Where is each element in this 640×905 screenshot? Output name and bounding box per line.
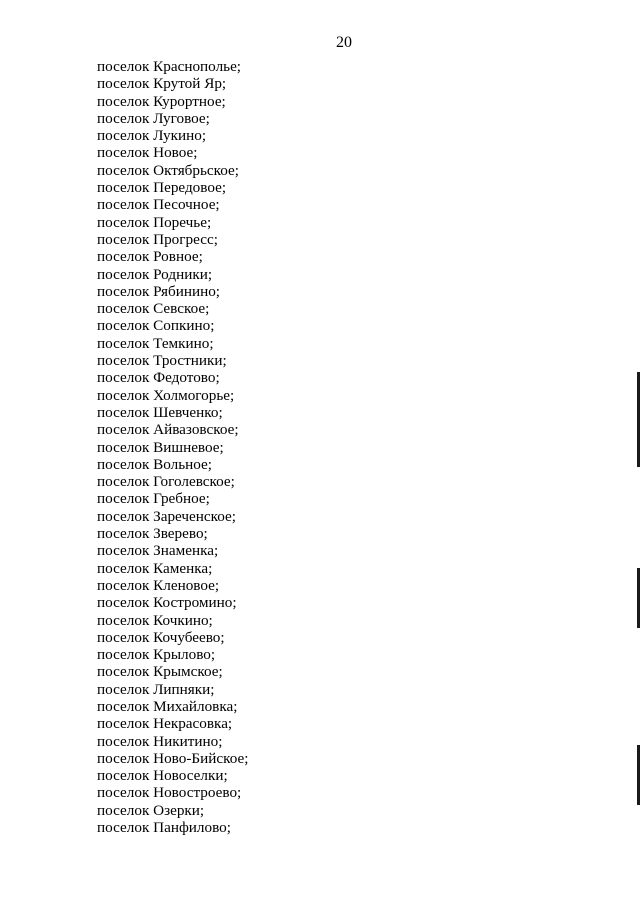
- settlement-item: поселок Некрасовка;: [97, 715, 233, 733]
- settlement-item: поселок Панфилово;: [97, 819, 231, 837]
- settlement-item: поселок Озерки;: [97, 801, 205, 819]
- settlement-item: поселок Айвазовское;: [97, 421, 239, 439]
- settlement-item: поселок Поречье;: [97, 213, 212, 231]
- settlement-item: поселок Кочкино;: [97, 611, 213, 629]
- settlement-item: поселок Никитино;: [97, 732, 223, 750]
- settlement-item: поселок Крымское;: [97, 663, 223, 681]
- settlement-item: поселок Крутой Яр;: [97, 75, 227, 93]
- settlement-item: поселок Вишневое;: [97, 438, 224, 456]
- settlement-item: поселок Вольное;: [97, 455, 213, 473]
- settlement-item: поселок Передовое;: [97, 179, 227, 197]
- settlement-item: поселок Ровное;: [97, 248, 203, 266]
- settlement-item: поселок Новоселки;: [97, 767, 228, 785]
- settlement-item: поселок Рябинино;: [97, 282, 221, 300]
- settlement-item: поселок Липняки;: [97, 680, 215, 698]
- settlement-item: поселок Тростники;: [97, 352, 227, 370]
- settlement-item: поселок Темкино;: [97, 334, 214, 352]
- settlement-item: поселок Крылово;: [97, 646, 216, 664]
- page-number: 20: [336, 34, 352, 51]
- settlement-item: поселок Гребное;: [97, 490, 210, 508]
- settlement-item: поселок Новое;: [97, 144, 198, 162]
- settlement-item: поселок Родники;: [97, 265, 213, 283]
- settlement-item: поселок Новостроево;: [97, 784, 242, 802]
- settlement-item: поселок Каменка;: [97, 559, 213, 577]
- settlement-item: поселок Зверево;: [97, 525, 208, 543]
- settlement-item: поселок Ново-Бийское;: [97, 749, 249, 767]
- settlement-item: поселок Костромино;: [97, 594, 237, 612]
- settlement-item: поселок Федотово;: [97, 369, 220, 387]
- settlement-item: поселок Знаменка;: [97, 542, 219, 560]
- settlement-item: поселок Шевченко;: [97, 403, 223, 421]
- settlement-item: поселок Луговое;: [97, 109, 210, 127]
- settlement-item: поселок Октябрьское;: [97, 161, 240, 179]
- settlement-item: поселок Холмогорье;: [97, 386, 235, 404]
- settlement-list: [97, 58, 248, 836]
- settlement-item: поселок Кочубеево;: [97, 628, 225, 646]
- settlement-item: поселок Гоголевское;: [97, 473, 235, 491]
- settlement-item: поселок Лукино;: [97, 127, 207, 145]
- settlement-item: поселок Зареченское;: [97, 507, 237, 525]
- settlement-item: поселок Кленовое;: [97, 576, 220, 594]
- settlement-item: поселок Прогресс;: [97, 230, 218, 248]
- settlement-item: поселок Севское;: [97, 300, 210, 318]
- settlement-item: поселок Курортное;: [97, 92, 226, 110]
- settlement-item: поселок Сопкино;: [97, 317, 215, 335]
- settlement-item: поселок Михайловка;: [97, 697, 238, 715]
- settlement-item: поселок Песочное;: [97, 196, 220, 214]
- settlement-item: поселок Краснополье;: [97, 58, 242, 75]
